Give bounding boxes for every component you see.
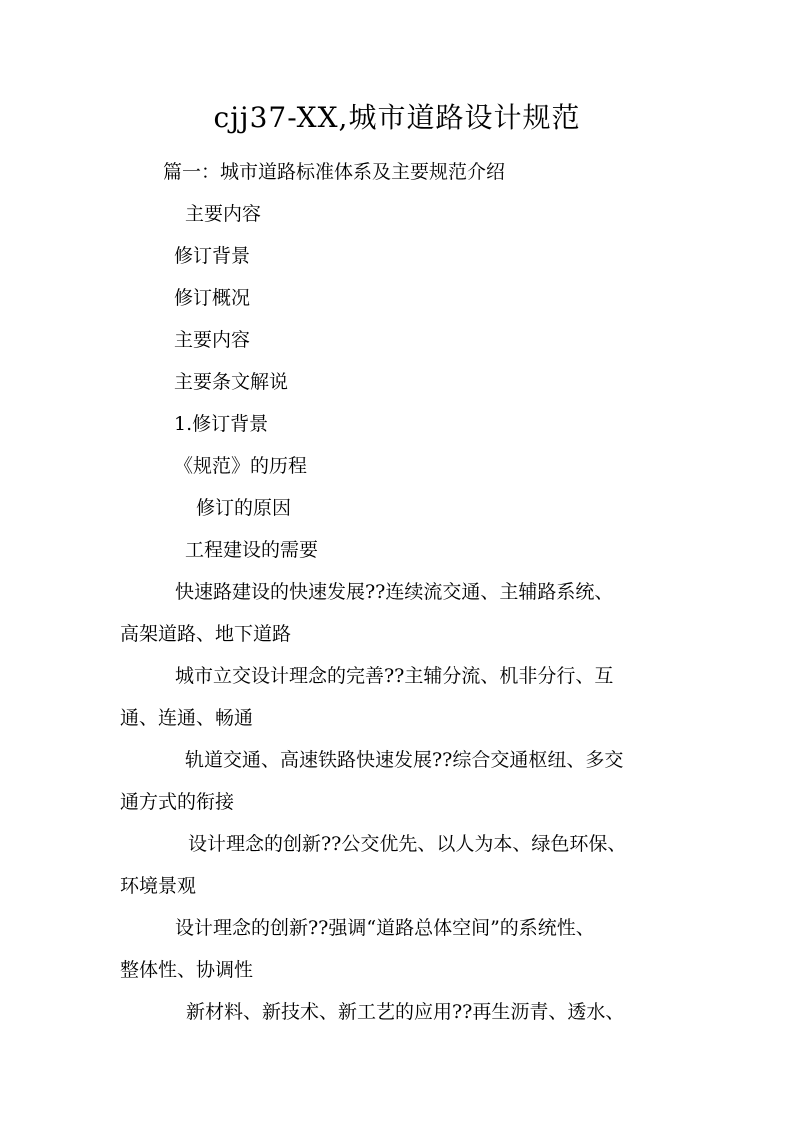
text-line: 1.修订背景 xyxy=(174,413,269,435)
text-line: 轨道交通、高速铁路快速发展??综合交通枢纽、多交 xyxy=(185,749,624,771)
text-line: 主要条文解说 xyxy=(174,371,289,393)
text-line: 新材料、新技术、新工艺的应用??再生沥青、透水、 xyxy=(186,1001,625,1023)
text-line: 设计理念的创新??公交优先、以人为本、绿色环保、 xyxy=(188,833,627,855)
text-line: 整体性、协调性 xyxy=(120,959,254,981)
text-line: 《规范》的历程 xyxy=(174,455,308,477)
text-line: 环境景观 xyxy=(120,875,197,897)
text-line: 高架道路、地下道路 xyxy=(120,623,292,645)
text-line: 工程建设的需要 xyxy=(185,539,319,561)
text-line: 设计理念的创新??强调“道路总体空间”的系统性、 xyxy=(175,917,595,939)
text-line: 修订概况 xyxy=(174,287,251,309)
text-line: 通、连通、畅通 xyxy=(120,707,254,729)
text-line: 快速路建设的快速发展??连续流交通、主辅路系统、 xyxy=(175,581,614,603)
text-line: 修订的原因 xyxy=(196,497,292,519)
text-line: 主要内容 xyxy=(174,329,251,351)
section-heading: 篇一：城市道路标准体系及主要规范介绍 xyxy=(163,161,506,183)
document-title: cjj37-XX,城市道路设计规范 xyxy=(213,101,581,134)
text-line: 通方式的衔接 xyxy=(120,791,235,813)
text-line: 城市立交设计理念的完善??主辅分流、机非分行、互 xyxy=(175,665,614,687)
text-line: 修订背景 xyxy=(174,245,251,267)
text-line: 主要内容 xyxy=(185,203,262,225)
